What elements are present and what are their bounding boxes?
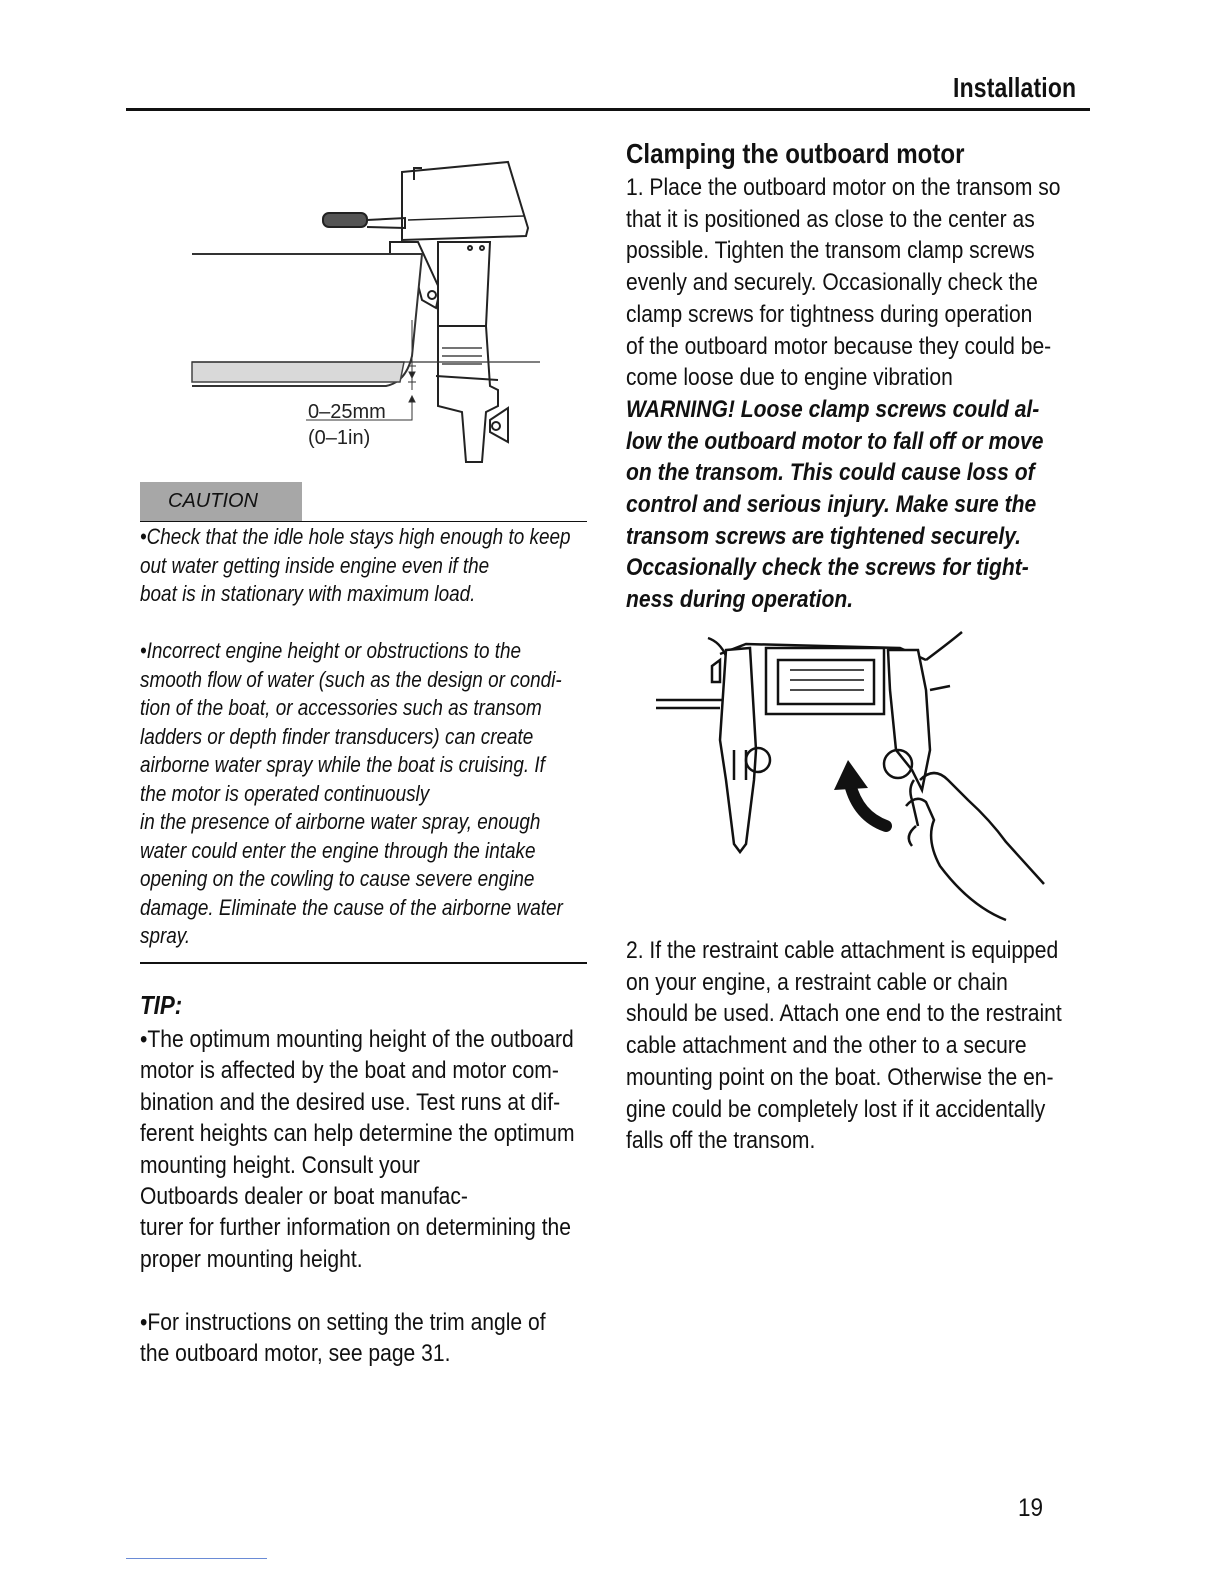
warning-line: ness during operation. <box>626 586 854 614</box>
caution-line: in the presence of airborne water spray, enough <box>140 809 541 834</box>
warning-line: WARNING! Loose clamp screws could al- <box>626 395 1040 423</box>
step1-line: of the outboard motor because they could be- <box>626 332 1052 360</box>
step2-line: mounting point on the boat. Otherwise the en- <box>626 1063 1054 1091</box>
caution-line: opening on the cowling to cause severe engine <box>140 866 535 891</box>
tip-text <box>140 1024 587 1369</box>
caution-top-rule <box>140 521 587 522</box>
caution-badge <box>140 482 302 522</box>
outboard-motor-on-transom-diagram <box>190 150 540 470</box>
warning-line: low the outboard motor to fall off or move <box>626 427 1044 455</box>
caution-line: •Incorrect engine height or obstructions to the <box>140 638 522 663</box>
caution-line: spray. <box>140 923 191 948</box>
step1-line: clamp screws for tightness during operation <box>626 300 1033 328</box>
warning-line: Occasionally check the screws for tight- <box>626 554 1029 582</box>
step2-line: gine could be completely lost if it accidentally <box>626 1095 1046 1123</box>
caution-line: ladders or depth finder transducers) can create <box>140 723 534 749</box>
caution-line: smooth flow of water (such as the design or condi- <box>140 666 562 692</box>
tip-line: mounting height. Consult your <box>140 1151 420 1179</box>
tip-line: •For instructions on setting the trim angle of <box>140 1308 546 1336</box>
tip-line: proper mounting height. <box>140 1245 363 1273</box>
clamping-heading: Clamping the outboard motor <box>626 138 965 169</box>
step1-line: come loose due to engine vibration <box>626 364 953 392</box>
step2-line: should be used. Attach one end to the restraint <box>626 1000 1062 1028</box>
tip-line: ferent heights can help determine the optimum <box>140 1120 575 1148</box>
step1-line: evenly and securely. Occasionally check the <box>626 269 1038 297</box>
height-label-in: (0–1in) <box>308 427 371 449</box>
header-rule <box>126 108 1090 111</box>
clamp-bracket-outline <box>656 632 1044 920</box>
tip-title: TIP: <box>140 990 183 1020</box>
caution-line: •Check that the idle hole stays high enough to keep <box>140 524 571 549</box>
warning-line: control and serious injury. Make sure the <box>626 491 1037 519</box>
tip-line: bination and the desired use. Test runs at dif- <box>140 1088 561 1116</box>
caution-line: boat is in stationary with maximum load. <box>140 581 476 606</box>
height-label-mm: 0–25mm <box>308 401 386 423</box>
caution-line: the motor is operated continuously <box>140 780 430 806</box>
footer-rule <box>126 1558 267 1559</box>
caution-line: damage. Eliminate the cause of the airborne water <box>140 894 563 920</box>
hand-tightening-clamp-screw-diagram <box>650 630 1070 930</box>
caution-line: tion of the boat, or accessories such as transom <box>140 695 542 720</box>
step1-line: 1. Place the outboard motor on the transom so <box>626 174 1061 201</box>
caution-line: water could enter the engine through the intake <box>140 837 536 863</box>
tip-line: •The optimum mounting height of the outboard <box>140 1026 574 1053</box>
page-number: 19 <box>1018 1494 1044 1522</box>
step2-line: falls off the transom. <box>626 1127 816 1155</box>
tip-line: turer for further information on determining the <box>140 1214 571 1242</box>
step2-line: 2. If the restraint cable attachment is equipped <box>626 937 1059 964</box>
clamping-step1 <box>626 172 1073 616</box>
warning-line: on the transom. This could cause loss of <box>626 459 1035 487</box>
section-title: Installation <box>952 72 1076 103</box>
caution-line: airborne water spray while the boat is cruising. If <box>140 752 545 777</box>
tip-line: motor is affected by the boat and motor com- <box>140 1057 559 1085</box>
caution-label: CAUTION <box>168 490 258 512</box>
tip-line: Outboards dealer or boat manufac- <box>140 1183 468 1211</box>
step2-line: on your engine, a restraint cable or chain <box>626 968 1008 996</box>
caution-line: out water getting inside engine even if the <box>140 552 490 578</box>
step1-line: possible. Tighten the transom clamp screws <box>626 237 1035 265</box>
step2-line: cable attachment and the other to a secure <box>626 1032 1027 1060</box>
tip-line: the outboard motor, see page 31. <box>140 1340 451 1368</box>
caution-bottom-rule <box>140 962 587 964</box>
step1-line: that it is positioned as close to the center as <box>626 205 1035 233</box>
warning-line: transom screws are tightened securely. <box>626 522 1022 550</box>
caution-text <box>140 523 587 951</box>
clamping-step2 <box>626 935 1073 1157</box>
